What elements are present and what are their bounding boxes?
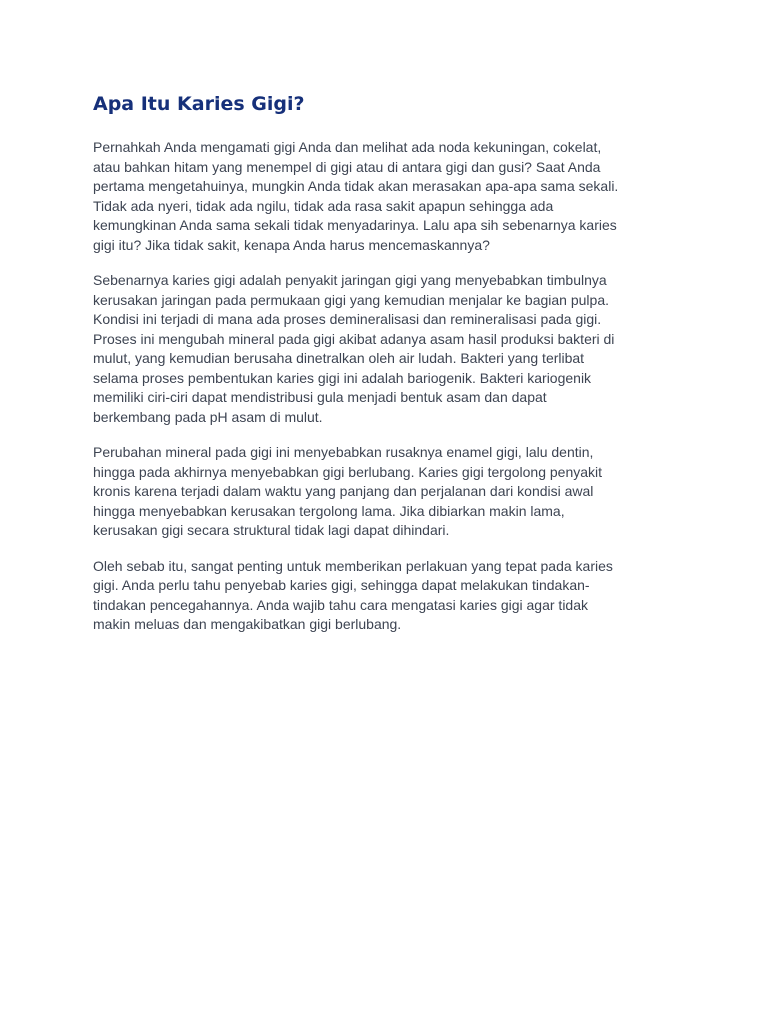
text-line: hingga pada akhirnya menyebabkan gigi berlubang. Karies gigi tergolong penyakit	[93, 463, 603, 480]
text-line: Kondisi ini terjadi di mana ada proses demineralisasi dan remineralisasi pada gigi.	[93, 311, 602, 327]
text-line: Tidak ada nyeri, tidak ada ngilu, tidak ada rasa sakit apapun sehingga ada	[93, 197, 554, 214]
text-line: kerusakan gigi secara struktural tidak lagi dapat dihindari.	[93, 522, 450, 538]
text-line: memiliki ciri-ciri dapat mendistribusi gula menjadi bentuk asam dan dapat	[93, 389, 547, 405]
text-line: atau bahkan hitam yang menempel di gigi atau di antara gigi dan gusi? Saat Anda	[93, 158, 601, 175]
text-line: mulut, yang kemudian berusaha dinetralkan oleh air ludah. Bakteri yang terlibat	[93, 350, 585, 366]
text-line: Pernahkah Anda mengamati gigi Anda dan melihat ada noda kekuningan, cokelat,	[93, 139, 602, 155]
text-line: hingga menyebabkan kerusakan tergolong lama. Jika dibiarkan makin lama,	[93, 502, 565, 519]
text-line: Proses ini mengubah mineral pada gigi akibat adanya asam hasil produksi bakteri di	[93, 330, 615, 347]
text-line: Sebenarnya karies gigi adalah penyakit jaringan gigi yang menyebabkan timbulnya	[93, 272, 607, 288]
text-line: kemungkinan Anda sama sekali tidak menyadarinya. Lalu apa sih sebenarnya karies	[93, 217, 617, 233]
text-line: gigi. Anda perlu tahu penyebab karies gigi, sehingga dapat melakukan tindakan-	[93, 577, 590, 593]
text-line: makin meluas dan mengakibatkan gigi berlubang.	[93, 616, 402, 632]
paragraph-2	[93, 271, 678, 427]
text-line: kronis karena terjadi dalam waktu yang panjang dan perjalanan dari kondisi awal	[93, 483, 594, 499]
article-body	[93, 90, 678, 651]
text-line: tindakan pencegahannya. Anda wajib tahu cara mengatasi karies gigi agar tidak	[93, 596, 588, 613]
text-line: pertama mengetahuinya, mungkin Anda tidak akan merasakan apa-apa sama sekali.	[93, 178, 619, 194]
paragraph-4	[93, 557, 678, 635]
text-line: gigi itu? Jika tidak sakit, kenapa Anda harus mencemaskannya?	[93, 236, 490, 253]
paragraph-1	[93, 138, 678, 255]
text-line: selama proses pembentukan karies gigi ini adalah bariogenik. Bakteri kariogenik	[93, 369, 592, 386]
paragraph-container	[93, 138, 678, 635]
text-line: berkembang pada pH asam di mulut.	[93, 408, 323, 425]
article-title: Apa Itu Karies Gigi?	[93, 93, 305, 115]
paragraph-3	[93, 443, 678, 541]
text-line: Oleh sebab itu, sangat penting untuk memberikan perlakuan yang tepat pada karies	[93, 557, 613, 574]
text-line: kerusakan jaringan pada permukaan gigi yang kemudian menjalar ke bagian pulpa.	[93, 291, 610, 308]
text-line: Perubahan mineral pada gigi ini menyebabkan rusaknya enamel gigi, lalu dentin,	[93, 444, 594, 460]
